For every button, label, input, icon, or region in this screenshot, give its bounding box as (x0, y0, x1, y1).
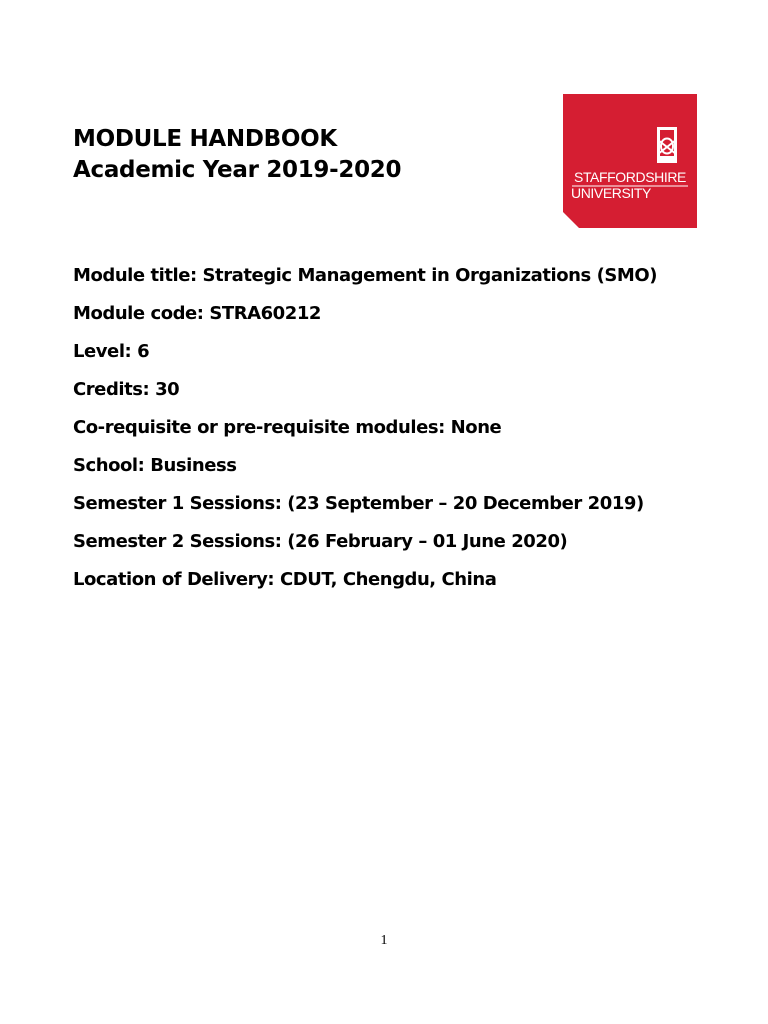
module-level: Level: 6 (73, 341, 150, 362)
module-details (73, 257, 657, 599)
module-title: Module title: Strategic Management in Organizations (SMO) (73, 265, 657, 286)
title-block (73, 124, 401, 186)
logo-line-1: STAFFORDSHIRE (574, 169, 686, 185)
module-code: Module code: STRA60212 (73, 303, 321, 324)
semester-2-sessions: Semester 2 Sessions: (26 February – 01 June 2020) (73, 531, 568, 552)
delivery-location: Location of Delivery: CDUT, Chengdu, China (73, 569, 497, 590)
module-prerequisites: Co-requisite or pre-requisite modules: None (73, 417, 502, 438)
module-school: School: Business (73, 455, 237, 476)
page-number: 1 (380, 933, 388, 948)
module-credits: Credits: 30 (73, 379, 180, 400)
handbook-title: MODULE HANDBOOK (73, 126, 337, 152)
logo-line-2: UNIVERSITY (570, 185, 652, 201)
academic-year: Academic Year 2019-2020 (73, 157, 402, 183)
staffordshire-knot-crest-icon (657, 127, 677, 163)
university-logo (563, 94, 697, 228)
semester-1-sessions: Semester 1 Sessions: (23 September – 20 December 2019) (73, 493, 644, 514)
